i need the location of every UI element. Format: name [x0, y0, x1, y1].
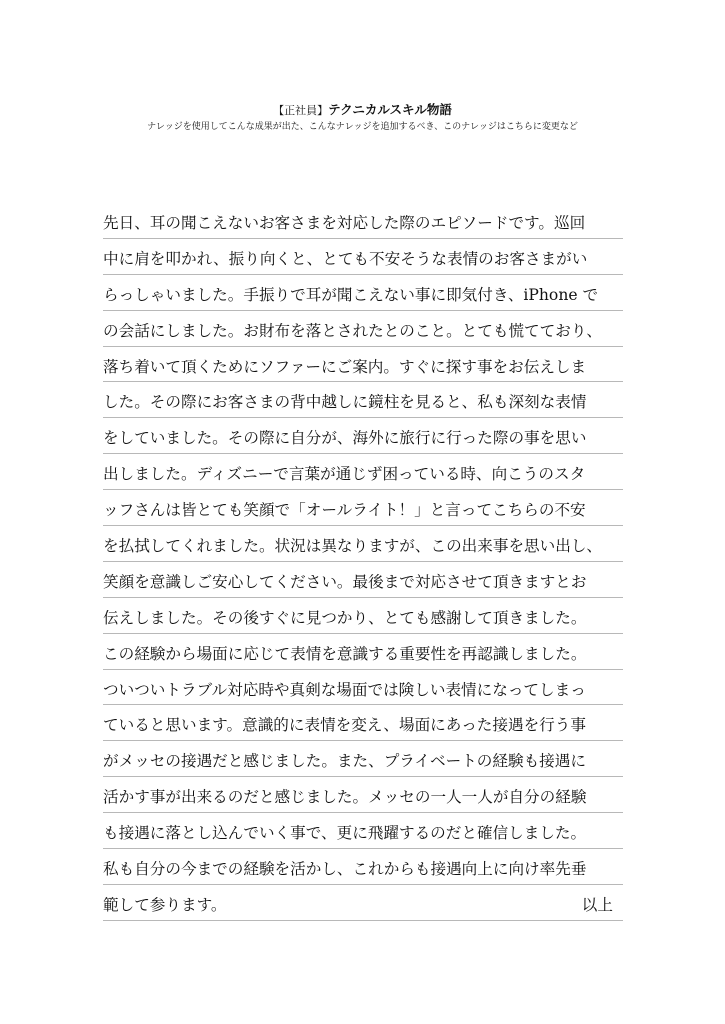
essay-line: 伝えしました。その後すぐに見つかり、とても感謝して頂きました。: [103, 598, 623, 634]
essay-line: ついついトラブル対応時や真剣な場面では険しい表情になってしまっ: [103, 670, 623, 706]
essay-line: 笑顔を意識しご安心してください。最後まで対応させて頂きますとお: [103, 562, 623, 598]
document-title: [0, 101, 725, 119]
essay-line: をしていました。その際に自分が、海外に旅行に行った際の事を思い: [103, 418, 623, 454]
essay-line: この経験から場面に応じて表情を意識する重要性を再認識しました。: [103, 634, 623, 670]
essay-line: 活かす事が出来るのだと感じました。メッセの一人一人が自分の経験: [103, 777, 623, 813]
essay-line: 中に肩を叩かれ、振り向くと、とても不安そうな表情のお客さまがい: [103, 239, 623, 275]
essay-line: も接遇に落とし込んでいく事で、更に飛躍するのだと確信しました。: [103, 813, 623, 849]
essay-body: [103, 203, 623, 921]
essay-line: 落ち着いて頂くためにソファーにご案内。すぐに探す事をお伝えしま: [103, 347, 623, 383]
title-text: テクニカルスキル物語: [328, 102, 452, 117]
signoff: 以上: [581, 895, 613, 914]
essay-line: を払拭してくれました。状況は異なりますが、この出来事を思い出し、: [103, 526, 623, 562]
essay-line: らっしゃいました。手振りで耳が聞こえない事に即気付き、iPhone で: [103, 275, 623, 311]
essay-line: ッフさんは皆とても笑顔で「オールライト！」と言ってこちらの不安: [103, 490, 623, 526]
essay-line: ていると思います。意識的に表情を変え、場面にあった接遇を行う事: [103, 705, 623, 741]
essay-last-line: [103, 885, 623, 921]
document-header: [0, 101, 725, 134]
essay-line: がメッセの接遇だと感じました。また、プライベートの経験も接遇に: [103, 741, 623, 777]
essay-line: の会話にしました。お財布を落とされたとのこと。とても慌てており、: [103, 311, 623, 347]
essay-line: 私も自分の今までの経験を活かし、これからも接遇向上に向け率先垂: [103, 849, 623, 885]
essay-line-text: 範して参ります。: [103, 895, 227, 914]
essay-line: 出しました。ディズニーで言葉が通じず困っている時、向こうのスタ: [103, 454, 623, 490]
document-subtitle: ナレッジを使用してこんな成果が出た、こんなナレッジを追加するべき、このナレッジはこちらに変更など: [147, 122, 578, 132]
essay-line: 先日、耳の聞こえないお客さまを対応した際のエピソードです。巡回: [103, 203, 623, 239]
employee-type-tag: 【正社員】: [273, 104, 329, 117]
essay-line: した。その際にお客さまの背中越しに鏡柱を見ると、私も深刻な表情: [103, 382, 623, 418]
